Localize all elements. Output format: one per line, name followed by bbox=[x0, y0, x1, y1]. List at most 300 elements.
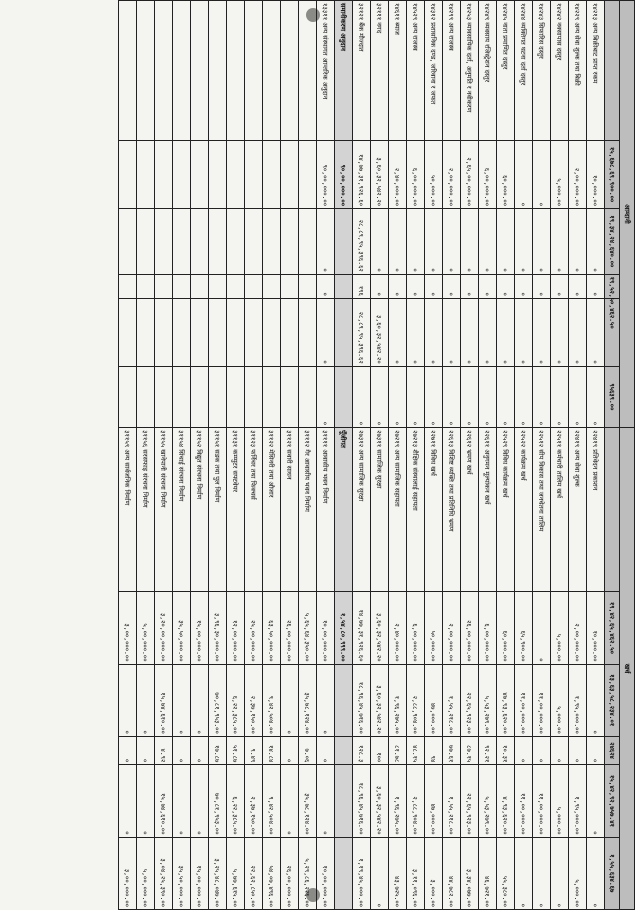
empty-cell bbox=[335, 664, 353, 736]
income-head-label: १४६११ ब्याज bbox=[389, 1, 407, 141]
capital-value-cell: ० bbox=[173, 765, 191, 837]
income-value-cell: २,००,०००.०० bbox=[569, 141, 587, 209]
header-row bbox=[620, 1, 635, 910]
income-value-cell: ० bbox=[569, 274, 587, 298]
capital-value-cell: ० bbox=[281, 664, 299, 736]
capital-value-cell: ५,२९,८६,२२६.०० bbox=[299, 837, 317, 909]
expense-value-cell: २,४०,०००.०० bbox=[389, 592, 407, 664]
capital-value-cell: ५,००,०००.०० bbox=[137, 837, 155, 909]
income-value-cell: ० bbox=[389, 366, 407, 427]
income-value-cell: ० bbox=[461, 366, 479, 427]
empty-cell bbox=[173, 141, 191, 209]
empty-cell bbox=[335, 366, 353, 427]
table-row bbox=[443, 1, 461, 910]
capital-value-cell: २५,००,०००.०० bbox=[245, 592, 263, 664]
expense-value-cell: ९२.२१ bbox=[479, 736, 497, 764]
expense-value-cell: ० bbox=[533, 837, 551, 909]
empty-cell bbox=[119, 1, 137, 141]
empty-cell bbox=[281, 209, 299, 275]
empty-cell bbox=[119, 274, 137, 298]
expense-value-cell: ४६,७२१.०० bbox=[479, 837, 497, 909]
table-row bbox=[533, 1, 551, 910]
capital-head-label: ३११५४ सिंचाई संरचना निर्माण bbox=[173, 428, 191, 592]
expense-value-cell: ५,०००.०० bbox=[551, 592, 569, 664]
empty-cell bbox=[191, 298, 209, 366]
capital-head-label: ३१११२ गैर आवासीय भवन निर्माण bbox=[299, 428, 317, 592]
empty-cell bbox=[155, 209, 173, 275]
empty-cell bbox=[209, 274, 227, 298]
expense-value-cell: १८,९६,४५,७१६.०० bbox=[353, 765, 371, 837]
expense-value-cell: ८१.७८ bbox=[389, 736, 407, 764]
expense-value-cell: ३,११,०९६.०० bbox=[407, 837, 425, 909]
expense-value-cell: १,९६,२७५.०० bbox=[389, 765, 407, 837]
empty-cell bbox=[209, 141, 227, 209]
expense-total-cell: १५,४२,९२,७५७.४१ bbox=[605, 765, 620, 837]
expense-value-cell: ६५,९००.०० bbox=[515, 592, 533, 664]
expense-value-cell: ३,६०,३२,५४२.२० bbox=[371, 592, 389, 664]
expense-value-cell: १,५५,२१८.०० bbox=[443, 664, 461, 736]
expense-head-label: २२४१९ प्रतिवेदन प्रकाशन bbox=[587, 428, 605, 592]
income-value-cell: ० bbox=[497, 298, 515, 366]
expense-value-cell: १०० bbox=[371, 736, 389, 764]
expense-header: खर्च bbox=[620, 428, 635, 910]
expense-value-cell: ० bbox=[515, 837, 533, 909]
expense-value-cell: ६०,०००.०० bbox=[497, 592, 515, 664]
empty-cell bbox=[155, 274, 173, 298]
empty-cell bbox=[227, 141, 245, 209]
expense-head-label: २२६१२ भ्रमण खर्च bbox=[461, 428, 479, 592]
capital-value-cell: ० bbox=[317, 736, 335, 764]
expense-total-cell: १३,६३,५८,२३४.०१ bbox=[605, 664, 620, 736]
capital-value-cell: २६,००,०००.०० bbox=[281, 592, 299, 664]
income-value-cell: ० bbox=[587, 298, 605, 366]
capital-value-cell: ३५,७८,१२४.०० bbox=[299, 765, 317, 837]
expense-value-cell: ९४ bbox=[425, 736, 443, 764]
empty-cell bbox=[299, 298, 317, 366]
income-head-label: १४२४४ व्यक्तिगत घटना दर्ता दस्तुर bbox=[515, 1, 533, 141]
income-value-cell: ९०,००,०००.०० bbox=[317, 141, 335, 209]
expense-value-cell: १,९५,०००.०० bbox=[569, 765, 587, 837]
empty-cell bbox=[281, 298, 299, 366]
income-head-label: १४२५३ व्यावसायिक दर्ता, अनुमति र नवीकरण bbox=[461, 1, 479, 141]
income-total-cell bbox=[605, 274, 620, 298]
capital-head-label: ३११५५ खानेपानी संरचना निर्माण bbox=[155, 428, 173, 592]
income-value-cell: ५,०००.०० bbox=[551, 141, 569, 209]
expense-value-cell: १४,७७,३१,९२६.६० bbox=[353, 592, 371, 664]
capital-value-cell: ० bbox=[281, 765, 299, 837]
income-value-cell: ० bbox=[533, 274, 551, 298]
capital-value-cell: ० bbox=[317, 765, 335, 837]
income-head-label: १४२४२ नक्सापास दस्तुर bbox=[551, 1, 569, 141]
income-value-cell: ० bbox=[443, 209, 461, 275]
income-value-cell: ० bbox=[443, 274, 461, 298]
capital-head-label: ३११२२ मेसिनरी तथा औजार bbox=[263, 428, 281, 592]
expense-value-cell: १,९६,२७५.०० bbox=[389, 664, 407, 736]
income-value-cell: ० bbox=[353, 366, 371, 427]
income-value-cell: ० bbox=[389, 209, 407, 275]
income-value-cell: ० bbox=[461, 298, 479, 366]
table-row bbox=[515, 1, 533, 910]
capital-head-label: ३११२३ फर्निचर तथा फिक्चर्स bbox=[245, 428, 263, 592]
table-row bbox=[227, 1, 245, 910]
empty-cell bbox=[281, 1, 299, 141]
empty-cell bbox=[281, 274, 299, 298]
income-value-cell: ६,००,०००.०० bbox=[407, 141, 425, 209]
expense-value-cell: १,१९,४५,०००.०० bbox=[353, 837, 371, 909]
expense-value-cell: ३,०००.०० bbox=[425, 837, 443, 909]
empty-cell bbox=[227, 366, 245, 427]
expense-value-cell: ४७,९३,६२०.०० bbox=[497, 664, 515, 736]
expense-head-label: २२७११ विविध खर्च bbox=[425, 428, 443, 592]
capital-value-cell: १५,७४,६१०.०० bbox=[155, 664, 173, 736]
income-value-cell: १०,०००.०० bbox=[587, 141, 605, 209]
income-value-cell: ० bbox=[425, 298, 443, 366]
income-value-cell: ० bbox=[515, 141, 533, 209]
table-row bbox=[425, 1, 443, 910]
empty-cell bbox=[137, 274, 155, 298]
expense-head-label: २७३११ सामाजिक सुरक्षा bbox=[371, 428, 389, 592]
capital-value-cell: ३५,५०,०००.०० bbox=[173, 592, 191, 664]
income-value-cell: ० bbox=[515, 209, 533, 275]
income-value-cell: ० bbox=[461, 274, 479, 298]
table-row bbox=[461, 1, 479, 910]
expense-value-cell: ११,००,०००.०० bbox=[533, 765, 551, 837]
capital-value-cell: ६३,५०,०००.०० bbox=[263, 592, 281, 664]
table-row bbox=[119, 1, 137, 910]
capital-value-cell: ० bbox=[191, 765, 209, 837]
expense-value-cell: २६,००,०००.०० bbox=[461, 592, 479, 664]
income-value-cell: ० bbox=[533, 366, 551, 427]
income-value-cell: ० bbox=[407, 209, 425, 275]
capital-value-cell: ० bbox=[137, 765, 155, 837]
capital-value-cell: १०,००,०००.०० bbox=[317, 592, 335, 664]
expense-value-cell: ० bbox=[587, 837, 605, 909]
income-value-cell: ० bbox=[479, 274, 497, 298]
empty-cell bbox=[209, 298, 227, 366]
empty-cell bbox=[137, 141, 155, 209]
expense-head-label: २२५२२ कार्यक्रम खर्च bbox=[515, 428, 533, 592]
income-value-cell: ० bbox=[515, 274, 533, 298]
empty-cell bbox=[227, 209, 245, 275]
expense-value-cell: ४४,७८२.०० bbox=[443, 837, 461, 909]
empty-cell bbox=[299, 141, 317, 209]
table-row bbox=[245, 1, 263, 910]
capital-value-cell: ३,९६,३०,०००.०० bbox=[209, 592, 227, 664]
capital-value-cell: २२,६२,८५०.०० bbox=[245, 837, 263, 909]
empty-cell bbox=[335, 274, 353, 298]
capital-value-cell: ५,६५,६४,३५०.०० bbox=[299, 592, 317, 664]
expense-value-cell: ३,६०,३२,५४२.२० bbox=[371, 765, 389, 837]
income-value-cell: २,६५,००,०००.०० bbox=[461, 141, 479, 209]
income-value-cell: ० bbox=[425, 209, 443, 275]
capital-head-label: ३११५९ अन्य सार्वजनिक निर्माण bbox=[119, 428, 137, 592]
table-row bbox=[569, 1, 587, 910]
empty-cell bbox=[335, 298, 353, 366]
income-value-cell: ० bbox=[479, 366, 497, 427]
capital-value-cell: ३५,५०,०००.०० bbox=[173, 837, 191, 909]
empty-cell bbox=[155, 366, 173, 427]
empty-cell bbox=[191, 209, 209, 275]
expense-value-cell: १२८.३ bbox=[353, 736, 371, 764]
expense-value-cell: ११,००,०००.०० bbox=[515, 664, 533, 736]
income-head-label: १४३१२ प्रशासनिक दण्ड, जरिवाना र जफत bbox=[425, 1, 443, 141]
capital-value-cell: ० bbox=[137, 664, 155, 736]
capital-value-cell: १५,७४,६१०.०० bbox=[155, 765, 173, 837]
capital-value-cell: २,३७,१५०.०० bbox=[245, 765, 263, 837]
empty-cell bbox=[137, 366, 155, 427]
empty-cell bbox=[191, 274, 209, 298]
capital-value-cell: १५,००,०००.०० bbox=[191, 837, 209, 909]
capital-value-cell: ५१.८७ bbox=[227, 736, 245, 764]
income-value-cell: २,४०,०००.०० bbox=[389, 141, 407, 209]
income-value-cell: ० bbox=[587, 366, 605, 427]
expense-value-cell: ५,०००.०० bbox=[551, 664, 569, 736]
empty-cell bbox=[173, 298, 191, 366]
capital-value-cell: ३५,७८,१२४.०० bbox=[299, 664, 317, 736]
income-value-cell: ० bbox=[533, 209, 551, 275]
expense-value-cell: ४७,०००.०० bbox=[425, 664, 443, 736]
empty-cell bbox=[137, 298, 155, 366]
expense-value-cell: ३,३४,०७७.०० bbox=[461, 837, 479, 909]
expense-value-cell: ५५,३८०.०० bbox=[497, 837, 515, 909]
income-value-cell: ० bbox=[371, 209, 389, 275]
empty-cell bbox=[263, 1, 281, 141]
income-value-cell: ० bbox=[515, 298, 533, 366]
empty-cell bbox=[173, 366, 191, 427]
empty-cell bbox=[119, 366, 137, 427]
income-value-cell: ० bbox=[551, 298, 569, 366]
empty-cell bbox=[209, 1, 227, 141]
expense-head-label: २७३१२ अन्य सामाजिक सुरक्षा bbox=[353, 428, 371, 592]
expense-head-label: २२४१९ अन्य सेवा शुल्क bbox=[569, 428, 587, 592]
capital-value-cell: ५,००,०००.०० bbox=[137, 592, 155, 664]
income-value-cell: ० bbox=[533, 298, 551, 366]
expense-value-cell: ० bbox=[533, 736, 551, 764]
expense-value-cell: ४७,०००.०० bbox=[425, 765, 443, 837]
income-value-cell: ० bbox=[425, 366, 443, 427]
income-value-cell: ० bbox=[317, 298, 335, 366]
table-row bbox=[353, 1, 371, 910]
income-value-cell: ० bbox=[317, 209, 335, 275]
income-total-cell: ९५६३९.०० bbox=[605, 366, 620, 427]
income-value-cell: ६,००,०००.०० bbox=[479, 141, 497, 209]
capital-head-label: ३११११ आवासीय भवन निर्माण bbox=[317, 428, 335, 592]
income-value-cell: ३,६०,३२,५४२.२० bbox=[371, 298, 389, 366]
empty-cell bbox=[335, 736, 353, 764]
capital-value-cell: ० bbox=[137, 736, 155, 764]
empty-cell bbox=[173, 209, 191, 275]
empty-cell bbox=[119, 141, 137, 209]
income-value-cell: २,००,०००.०० bbox=[443, 141, 461, 209]
capital-value-cell: ९,४२,५०४.०० bbox=[263, 765, 281, 837]
income-value-cell: ० bbox=[497, 274, 515, 298]
capital-value-cell: ९.४९ bbox=[245, 736, 263, 764]
table-row bbox=[263, 1, 281, 910]
income-head-label: १४५२९ अन्य राजस्व bbox=[407, 1, 425, 141]
expense-total-cell: १,५५,६३४.६७ bbox=[605, 837, 620, 909]
table-row bbox=[389, 1, 407, 910]
table-row bbox=[173, 1, 191, 910]
expense-value-cell: ० bbox=[587, 664, 605, 736]
expense-value-cell: ४८.१५ bbox=[407, 736, 425, 764]
empty-cell bbox=[263, 274, 281, 298]
income-value-cell: ० bbox=[407, 366, 425, 427]
capital-value-cell: १२,००,०००.०० bbox=[227, 592, 245, 664]
expense-value-cell: ११,००,०००.०० bbox=[515, 765, 533, 837]
income-header: आम्दानी bbox=[620, 1, 635, 428]
capital-value-cell: ७.०६ bbox=[299, 736, 317, 764]
capital-value-cell: ५४,०७,४९६.०० bbox=[263, 837, 281, 909]
expense-total-cell: २४६२४ bbox=[605, 736, 620, 764]
empty-cell bbox=[245, 141, 263, 209]
income-value-cell: ० bbox=[479, 298, 497, 366]
income-head-label: ३२१२१ बैंक मौज्दात bbox=[353, 1, 371, 141]
table-row bbox=[371, 1, 389, 910]
income-value-cell: ० bbox=[443, 366, 461, 427]
empty-cell bbox=[155, 1, 173, 141]
expense-total-cell: १९,४२,६५,४६२.५० bbox=[605, 592, 620, 664]
expense-head-label: २७२१९ अन्य सामाजिक सहायता bbox=[389, 428, 407, 592]
empty-cell bbox=[245, 366, 263, 427]
empty-cell bbox=[281, 366, 299, 427]
capital-value-cell: ० bbox=[119, 736, 137, 764]
income-value-cell: ० bbox=[461, 209, 479, 275]
expense-value-cell: ० bbox=[533, 592, 551, 664]
empty-cell bbox=[155, 298, 173, 366]
income-value-cell: ५०,०००.०० bbox=[425, 141, 443, 209]
section-row bbox=[335, 1, 353, 910]
income-head-label: ३२१११ नगद bbox=[371, 1, 389, 141]
section-label-capital: पूँजीगत bbox=[335, 428, 353, 592]
income-value-cell: ० bbox=[407, 274, 425, 298]
income-value-cell: ६०,०००.०० bbox=[497, 141, 515, 209]
income-value-cell: १९६ bbox=[353, 274, 371, 298]
expense-value-cell: ० bbox=[587, 736, 605, 764]
expense-head-label: २२५११ कर्मचारी तालिम खर्च bbox=[551, 428, 569, 592]
capital-head-label: ३११५१ सडक तथा पुल निर्माण bbox=[209, 428, 227, 592]
table-row bbox=[281, 1, 299, 910]
empty-cell bbox=[119, 209, 137, 275]
capital-value-cell: ३,२०,००,०००.०० bbox=[155, 592, 173, 664]
capital-value-cell: ० bbox=[173, 664, 191, 736]
income-total-cell: १५,६७८,६९,९००.०० bbox=[605, 141, 620, 209]
income-value-cell: ० bbox=[407, 298, 425, 366]
expense-value-cell: २,००,०००.०० bbox=[569, 592, 587, 664]
table-row bbox=[479, 1, 497, 910]
income-value-cell: ० bbox=[569, 366, 587, 427]
income-value-cell: ० bbox=[443, 298, 461, 366]
capital-value-cell: ० bbox=[317, 664, 335, 736]
capital-head-label: ३११३१ कम्प्युटर सफ्टवेयर bbox=[227, 428, 245, 592]
expense-value-cell: २,८८,९०४.०० bbox=[407, 765, 425, 837]
empty-cell bbox=[335, 209, 353, 275]
expense-value-cell: ० bbox=[515, 736, 533, 764]
empty-cell bbox=[299, 1, 317, 141]
expense-value-cell: ५,५३,२७९.०० bbox=[479, 664, 497, 736]
empty-cell bbox=[263, 366, 281, 427]
expense-value-cell: २,८८,९०४.०० bbox=[407, 664, 425, 736]
table-row bbox=[587, 1, 605, 910]
empty-cell bbox=[137, 209, 155, 275]
income-value-cell: ० bbox=[533, 141, 551, 209]
empty-cell bbox=[299, 274, 317, 298]
income-value-cell: ० bbox=[389, 298, 407, 366]
empty-cell bbox=[245, 209, 263, 275]
income-value-cell: ० bbox=[389, 274, 407, 298]
capital-value-cell: १०,००,०००.०० bbox=[317, 837, 335, 909]
expense-value-cell: ३,६०,३२,५४२.२० bbox=[371, 664, 389, 736]
income-head-label: १४२२९ अन्य सेवा शुल्क तथा बिक्री bbox=[569, 1, 587, 141]
capital-value-cell: ६,२२,३८५.०० bbox=[227, 664, 245, 736]
income-value-cell: ० bbox=[515, 366, 533, 427]
empty-cell bbox=[335, 765, 353, 837]
empty-cell bbox=[227, 274, 245, 298]
expense-value-cell: ७७.६१ bbox=[443, 736, 461, 764]
table-row bbox=[191, 1, 209, 910]
income-value-cell: ३,६०,३२,५४२.२० bbox=[371, 141, 389, 209]
expense-value-cell: ५,०००.०० bbox=[551, 765, 569, 837]
capital-value-cell: ७०,८१,९५३.०० bbox=[209, 765, 227, 837]
income-head-label: १४२९९ अन्य राजस्व bbox=[443, 1, 461, 141]
empty-cell bbox=[245, 1, 263, 141]
expense-head-label: २२६११ अनुगमन मूल्यांकन खर्च bbox=[479, 428, 497, 592]
empty-cell bbox=[335, 837, 353, 909]
capital-value-cell: ० bbox=[191, 664, 209, 736]
expense-value-cell: ६,००,०००.०० bbox=[479, 592, 497, 664]
expense-value-cell: १,९५,०००.०० bbox=[569, 664, 587, 736]
expense-value-cell: ० bbox=[551, 736, 569, 764]
expense-value-cell: १०,०००.०० bbox=[587, 592, 605, 664]
empty-cell bbox=[173, 274, 191, 298]
table-row bbox=[299, 1, 317, 910]
capital-value-cell: ३,००,०००.०० bbox=[119, 837, 137, 909]
capital-value-cell: ५,७७,६१५.०० bbox=[227, 837, 245, 909]
expense-value-cell: ११,००,०००.०० bbox=[533, 664, 551, 736]
expense-head-label: २२६१३ विशिष्ट व्यक्ति तथा प्रतिनिधि भ्रमण bbox=[443, 428, 461, 592]
expense-value-cell: २२,६५,९२३.०० bbox=[461, 664, 479, 736]
income-head-label: १३३११ अन्य संस्थागत आन्तरिक अनुदान bbox=[317, 1, 335, 141]
income-total-cell: १९,३४,२४,६४०.०० bbox=[605, 209, 620, 275]
capital-value-cell: ३,००,०००.०० bbox=[119, 592, 137, 664]
income-value-cell: ० bbox=[497, 209, 515, 275]
table-row bbox=[407, 1, 425, 910]
income-value-cell: ० bbox=[479, 209, 497, 275]
income-head-label: १४२१३ अन्य बिक्रीबाट प्राप्त रकम bbox=[587, 1, 605, 141]
table-row bbox=[137, 1, 155, 910]
income-value-cell: ० bbox=[569, 298, 587, 366]
capital-value-cell: ० bbox=[191, 736, 209, 764]
income-value-cell: ० bbox=[497, 366, 515, 427]
empty-cell bbox=[191, 366, 209, 427]
table-row bbox=[317, 1, 335, 910]
expense-value-cell: ४३,७२५.०० bbox=[389, 837, 407, 909]
expense-head-label: २२५२९ विविध कार्यक्रम खर्च bbox=[497, 428, 515, 592]
capital-value-cell: ७०,८१,९५३.०० bbox=[209, 664, 227, 736]
expense-value-cell: ० bbox=[371, 837, 389, 909]
empty-cell bbox=[245, 274, 263, 298]
expense-value-cell: ० bbox=[551, 837, 569, 909]
capital-value-cell: ६,२२,३८५.०० bbox=[227, 765, 245, 837]
capital-head-label: ३११५६ सरसफाइ संरचना निर्माण bbox=[137, 428, 155, 592]
income-head-label: १४२४३ सिफारिस दस्तुर bbox=[533, 1, 551, 141]
expense-head-label: २७२१३ शैक्षिक संस्थालाई सहायता bbox=[407, 428, 425, 592]
budget-table bbox=[118, 0, 635, 910]
table-row bbox=[209, 1, 227, 910]
expense-value-cell: २,००,०००.०० bbox=[443, 592, 461, 664]
empty-cell bbox=[191, 141, 209, 209]
capital-value-cell: २,३७,१५०.०० bbox=[245, 664, 263, 736]
expense-value-cell: ० bbox=[569, 736, 587, 764]
